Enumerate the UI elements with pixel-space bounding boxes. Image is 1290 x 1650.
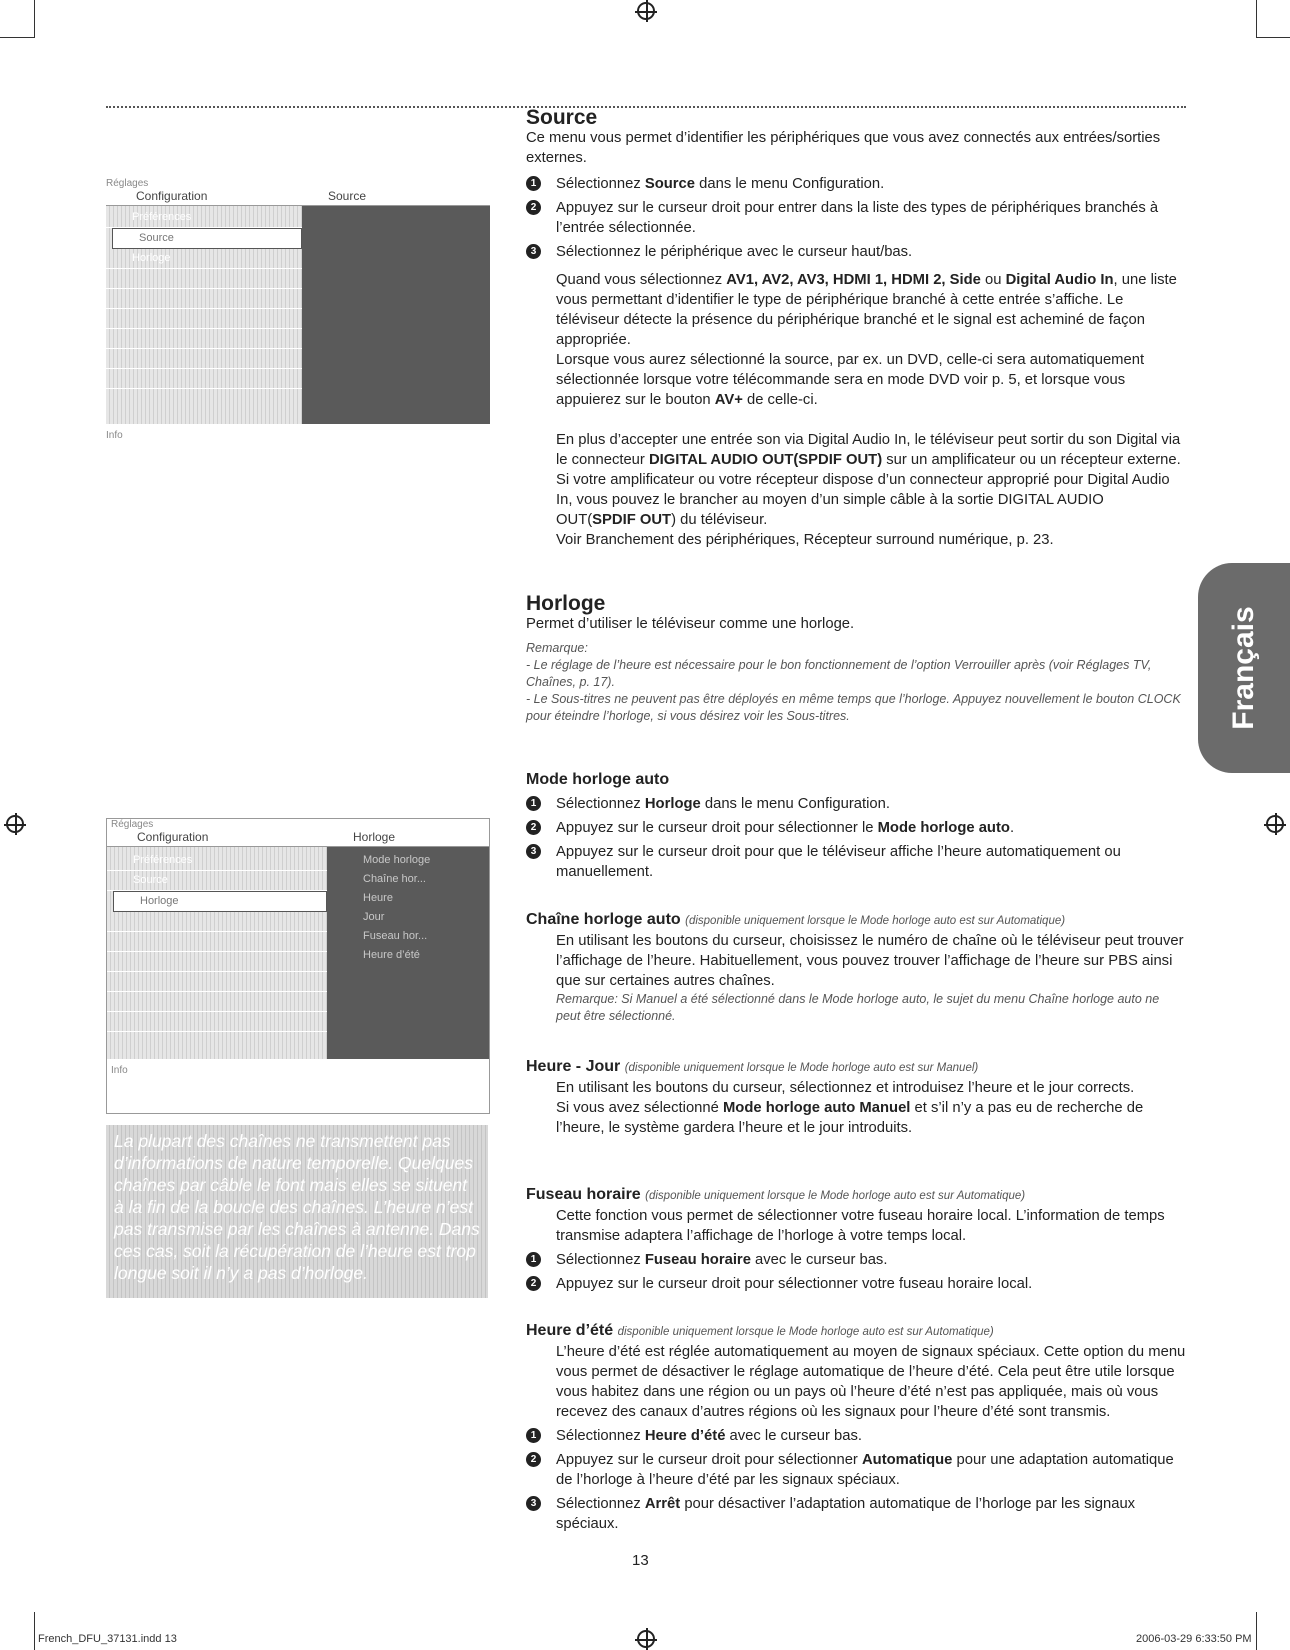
- registration-mark-icon: [637, 1630, 655, 1648]
- crop-mark: [0, 37, 34, 38]
- menu-right-panel: [302, 206, 490, 424]
- menu-sub-item: Chaîne hor...: [363, 873, 426, 885]
- menu-item: Préférences: [107, 851, 327, 871]
- menu-sub-item: Heure d’été: [363, 949, 420, 961]
- menu-right-heading: Horloge: [353, 830, 396, 844]
- note-label: Remarque:: [526, 641, 588, 655]
- step-number: 2: [526, 1276, 541, 1291]
- menu-item: Horloge: [106, 249, 302, 269]
- registration-mark-icon: [6, 815, 24, 833]
- language-tab: Français: [1198, 563, 1290, 773]
- step: 2 Appuyez sur le curseur droit pour sélectionner votre fuseau horaire local.: [526, 1274, 1186, 1294]
- step: 1 Sélectionnez Source dans le menu Configuration.: [526, 174, 1186, 194]
- crop-mark: [1256, 0, 1257, 38]
- step: 3 Sélectionnez le périphérique avec le curseur haut/bas.: [526, 242, 1186, 262]
- subsection-title: Mode horloge auto: [526, 771, 670, 788]
- registration-mark-icon: [637, 2, 655, 20]
- menu-item-selected: Source: [112, 228, 302, 249]
- heure-ete-section: [526, 1321, 1186, 1534]
- step-number: 2: [526, 200, 541, 215]
- step: 1 Sélectionnez Fuseau horaire avec le curseur bas.: [526, 1250, 1186, 1270]
- horloge-section: [526, 594, 1186, 725]
- menu-info: Info: [111, 1065, 128, 1076]
- tip-box: La plupart des chaînes ne transmettent pas d’informations de nature temporelle. Quelques chaînes par câble le font mais elles se situent à la fin de la boucle des chaînes. L’heure n’est pas transmise par les chaînes à antenne. Dans ces cas, soit la récupération de l’heure est trop longue soit il n’y a pas d’horloge.: [106, 1125, 488, 1298]
- mode-horloge-auto-section: [526, 770, 1186, 882]
- menu-header: [107, 830, 489, 847]
- step-number: 1: [526, 1428, 541, 1443]
- step-number: 2: [526, 820, 541, 835]
- page-number: 13: [632, 1552, 649, 1569]
- menu-info: Info: [106, 430, 123, 441]
- footer-timestamp: 2006-03-29 6:33:50 PM: [1136, 1633, 1252, 1645]
- paragraph: Permet d’utiliser le téléviseur comme une horloge.: [526, 616, 855, 632]
- registration-mark-icon: [1266, 815, 1284, 833]
- step-number: 1: [526, 796, 541, 811]
- paragraph: L’heure d’été est réglée automatiquement au moyen de signaux spéciaux. Cette option du menu vous permet de désactiver le réglage automatique de l’heure d’été. Cela peut être utile lorsque vous habitez dans une région ou un pays où l’heure d’été n’est pas appliquée, mais où vous recevez des canaux d’autres régions où les signaux pour l’heure d’été sont transmis.: [556, 1344, 1186, 1420]
- menu-item: Préférences: [106, 208, 302, 228]
- menu-sub-item: Heure: [363, 892, 393, 904]
- note: Remarque: Si Manuel a été sélectionné dans le Mode horloge auto, le sujet du menu Chaîne horloge auto ne peut être sélectionné.: [556, 992, 1160, 1023]
- step-number: 2: [526, 1452, 541, 1467]
- menu-breadcrumb: Réglages: [111, 819, 154, 830]
- subsection-title: Heure - Jour (disponible uniquement lorsque le Mode horloge auto est sur Manuel): [526, 1058, 979, 1075]
- paragraph: Si votre amplificateur ou votre récepteur dispose d’un connecteur approprié pour Digital Audio In, vous pouvez le brancher au moyen d’un simple câble à la sortie DIGITAL AUDIO OUT(SPDIF OUT) du téléviseur.: [556, 472, 1170, 528]
- step-number: 3: [526, 844, 541, 859]
- step: 2 Appuyez sur le curseur droit pour entrer dans la liste des types de périphériques branchés à l’entrée sélectionnée.: [526, 198, 1186, 238]
- step-number: 3: [526, 244, 541, 259]
- step: 1 Sélectionnez Horloge dans le menu Configuration.: [526, 794, 1186, 814]
- paragraph: En plus d’accepter une entrée son via Digital Audio In, le téléviseur peut sortir du son Digital via le connecteur DIGITAL AUDIO OUT(SPDIF OUT) sur un amplificateur ou un récepteur externe.: [556, 432, 1181, 468]
- subsection-title: Fuseau horaire (disponible uniquement lorsque le Mode horloge auto est sur Automatique): [526, 1186, 1026, 1203]
- step: 2 Appuyez sur le curseur droit pour sélectionner Automatique pour une adaptation automatique de l’horloge à l’heure d’été par les signaux spéciaux.: [526, 1450, 1186, 1490]
- paragraph: Si vous avez sélectionné Mode horloge auto Manuel et s’il n’y a pas eu de recherche de l’heure, le système gardera l’heure et le jour introduits.: [556, 1100, 1144, 1136]
- menu-screenshot-source: [106, 178, 490, 441]
- note: - Le réglage de l’heure est nécessaire pour le bon fonctionnement de l’option Verrouiller après (voir Réglages TV, Chaînes, p. 17).: [526, 658, 1152, 689]
- menu-panel: [107, 847, 489, 1059]
- heure-jour-section: [526, 1057, 1186, 1138]
- menu-item: Source: [107, 871, 327, 891]
- menu-item-selected: Horloge: [113, 891, 327, 912]
- crop-mark: [34, 0, 35, 38]
- subsection-title: Chaîne horloge auto (disponible uniquement lorsque le Mode horloge auto est sur Automatique): [526, 911, 1066, 928]
- paragraph: Cette fonction vous permet de sélectionner votre fuseau horaire local. L’information de temps transmise adaptera l’affichage de l’horloge à votre temps local.: [556, 1208, 1165, 1244]
- step: 3 Appuyez sur le curseur droit pour que le téléviseur affiche l’heure automatiquement ou manuellement.: [526, 842, 1186, 882]
- menu-breadcrumb: Réglages: [106, 178, 149, 189]
- section-title: Source: [526, 106, 598, 129]
- menu-sub-item: Jour: [363, 911, 385, 923]
- paragraph: Voir Branchement des périphériques, Récepteur surround numérique, p. 23.: [556, 532, 1054, 548]
- crop-mark: [1256, 1612, 1257, 1650]
- menu-sub-item: Fuseau hor...: [363, 930, 428, 942]
- paragraph: Quand vous sélectionnez AV1, AV2, AV3, HDMI 1, HDMI 2, Side ou Digital Audio In, une liste vous permettant d’identifier le type de périphérique branché à cette entrée s’affiche. Le téléviseur détecte la présence du périphérique branché et le signal est acheminé de façon appropriée.: [556, 272, 1177, 348]
- paragraph: En utilisant les boutons du curseur, choisissez le numéro de chaîne où le téléviseur peut trouver l’affichage de l’heure. Habituellement, vous pouvez trouver l’affichage de l’heure sur PBS ainsi que sur certaines autres chaînes.: [556, 933, 1184, 989]
- menu-right-panel: [327, 847, 489, 1059]
- footer-filename: French_DFU_37131.indd 13: [38, 1633, 177, 1645]
- menu-sub-item: Mode horloge: [363, 854, 431, 866]
- menu-right-heading: Source: [328, 189, 367, 203]
- paragraph: En utilisant les boutons du curseur, sélectionnez et introduisez l’heure et le jour corrects.: [556, 1080, 1135, 1096]
- step-number: 3: [526, 1496, 541, 1511]
- subsection-title: Heure d’été disponible uniquement lorsque le Mode horloge auto est sur Automatique): [526, 1322, 994, 1339]
- step: 2 Appuyez sur le curseur droit pour sélectionner le Mode horloge auto.: [526, 818, 1186, 838]
- menu-left-heading: Configuration: [136, 189, 208, 203]
- fuseau-horaire-section: [526, 1185, 1186, 1294]
- menu-screenshot-horloge: [106, 818, 490, 1114]
- paragraph: Lorsque vous aurez sélectionné la source, par ex. un DVD, celle-ci sera automatiquement sélectionnée lorsque votre télécommande sera en mode DVD voir p. 5, et lorsque vous appuierez sur le bouton AV+ de celle-ci.: [556, 352, 1145, 408]
- step-number: 1: [526, 176, 541, 191]
- paragraph: Ce menu vous permet d’identifier les périphériques que vous avez connectés aux entrées/sorties externes.: [526, 130, 1161, 166]
- menu-header: [106, 189, 490, 206]
- section-title: Horloge: [526, 592, 606, 615]
- chaine-horloge-section: [526, 910, 1186, 1025]
- step-number: 1: [526, 1252, 541, 1267]
- step: 1 Sélectionnez Heure d’été avec le curseur bas.: [526, 1426, 1186, 1446]
- menu-left-heading: Configuration: [137, 830, 209, 844]
- source-section: [526, 108, 1186, 550]
- crop-mark: [1256, 37, 1290, 38]
- step: 3 Sélectionnez Arrêt pour désactiver l’adaptation automatique de l’horloge par les signaux spéciaux.: [526, 1494, 1186, 1534]
- crop-mark: [34, 1612, 35, 1650]
- note: - Le Sous-titres ne peuvent pas être déployés en même temps que l’horloge. Appuyez nouvellement le bouton CLOCK pour éteindre l’horloge, si vous désirez voir les Sous-titres.: [526, 692, 1181, 723]
- menu-panel: [106, 206, 490, 424]
